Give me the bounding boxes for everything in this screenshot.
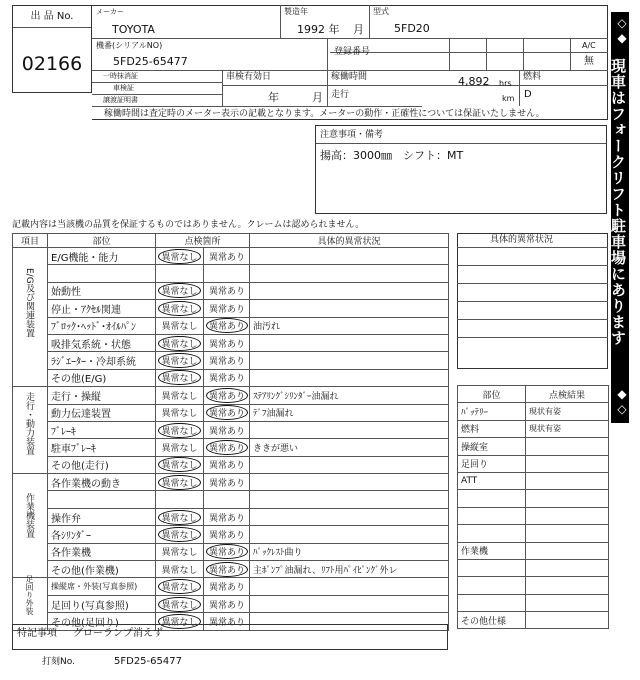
row-part: 操作弁 bbox=[48, 508, 156, 525]
results-value: 現状有姿 bbox=[526, 403, 609, 420]
results-row bbox=[458, 455, 609, 472]
row-note: ききが悪い bbox=[250, 439, 449, 456]
row-part: 足回り(写真参照) bbox=[48, 595, 156, 612]
lot-number-box bbox=[12, 5, 92, 93]
inspection-row bbox=[13, 369, 449, 386]
results-row bbox=[458, 438, 609, 455]
results-value bbox=[526, 472, 609, 489]
row-abnormal-cell bbox=[204, 456, 250, 473]
abnormal-option: 異常あり bbox=[209, 252, 246, 263]
circled-normal-mark: 異常なし bbox=[158, 457, 200, 472]
row-note bbox=[250, 526, 449, 543]
row-abnormal-cell bbox=[204, 387, 250, 404]
abnormal-option: 異常あり bbox=[209, 461, 246, 472]
special-notes-text: グローランプ消えず bbox=[73, 628, 163, 639]
inspection-row bbox=[13, 387, 449, 404]
row-normal-cell bbox=[156, 421, 204, 438]
inspection-row bbox=[13, 265, 449, 282]
results-part bbox=[458, 594, 526, 611]
circled-normal-mark: 異常なし bbox=[158, 510, 200, 525]
row-abnormal-cell bbox=[204, 491, 250, 508]
normal-option: 異常なし bbox=[161, 322, 198, 333]
row-abnormal-cell bbox=[204, 404, 250, 421]
row-abnormal-cell bbox=[204, 317, 250, 334]
fuel-value: D bbox=[524, 89, 532, 100]
row-note bbox=[250, 474, 449, 491]
inspection-row bbox=[13, 508, 449, 525]
circled-normal-mark: 異常なし bbox=[158, 283, 200, 298]
hours-label: 稼働時間 bbox=[331, 72, 368, 82]
row-normal-cell bbox=[156, 369, 204, 386]
circled-abnormal-mark: 異常あり bbox=[206, 405, 248, 420]
results-part: ﾊﾞｯﾃﾘｰ bbox=[458, 403, 526, 420]
results-value bbox=[526, 577, 609, 594]
inspection-row bbox=[13, 404, 449, 421]
circled-abnormal-mark: 異常あり bbox=[206, 544, 248, 559]
notes-text: 揚高：3000㎜ シフト：MT bbox=[320, 149, 464, 162]
model-label: 型式 bbox=[373, 7, 389, 16]
row-note bbox=[250, 369, 449, 386]
row-abnormal-cell bbox=[204, 578, 250, 595]
fuel-label: 燃料 bbox=[523, 72, 542, 82]
row-note bbox=[250, 282, 449, 299]
abnormal-option: 異常あり bbox=[209, 583, 246, 594]
row-note: 主ﾎﾟﾝﾌﾟ油漏れ、ﾘﾌﾄ用ﾊﾟｲﾋﾟﾝｸﾞ外レ bbox=[250, 561, 449, 578]
results-value bbox=[526, 490, 609, 507]
row-normal-cell bbox=[156, 317, 204, 334]
inspection-row bbox=[13, 543, 449, 560]
row-note bbox=[250, 265, 449, 282]
quality-disclaimer: 記載内容は当該機の品質を保証するものではありません。クレームは認められません。 bbox=[12, 220, 365, 230]
stamp-label: 打刻No. bbox=[42, 657, 75, 667]
results-part: ATT bbox=[458, 472, 526, 489]
results-table bbox=[457, 385, 609, 629]
results-row bbox=[458, 490, 609, 507]
results-part: 燃料 bbox=[458, 420, 526, 437]
normal-option: 異常なし bbox=[161, 409, 198, 420]
circled-normal-mark: 異常なし bbox=[158, 249, 200, 264]
row-part: 各作業機の動き bbox=[48, 474, 156, 491]
results-row bbox=[458, 403, 609, 420]
row-abnormal-cell bbox=[204, 300, 250, 317]
inspection-row bbox=[13, 561, 449, 578]
row-normal-cell bbox=[156, 334, 204, 351]
inspection-label: 車検有効日 bbox=[226, 72, 272, 82]
results-value bbox=[526, 542, 609, 559]
row-part: 動力伝達装置 bbox=[48, 404, 156, 421]
model-value: 5FD20 bbox=[394, 22, 430, 35]
abnormal-option: 異常あり bbox=[209, 478, 246, 489]
row-abnormal-cell bbox=[204, 508, 250, 525]
results-row bbox=[458, 594, 609, 611]
row-note: ﾊﾞｯｸﾚｽﾄ曲り bbox=[250, 543, 449, 560]
row-part: ﾗｼﾞｴｰﾀｰ・冷却系統 bbox=[48, 352, 156, 369]
inspection-row bbox=[13, 491, 449, 508]
hours-value: 4,892 bbox=[458, 75, 490, 88]
month-suffix: 月 bbox=[353, 23, 364, 36]
row-note bbox=[250, 421, 449, 438]
circled-abnormal-mark: 異常あり bbox=[206, 318, 248, 333]
abnormal-option: 異常あり bbox=[209, 513, 246, 524]
inspection-row bbox=[13, 474, 449, 491]
results-row bbox=[458, 525, 609, 542]
row-note: ﾃﾞﾌ油漏れ bbox=[250, 404, 449, 421]
results-value: 現状有姿 bbox=[526, 420, 609, 437]
abnormal-option: 異常あり bbox=[209, 287, 246, 298]
serial-value: 5FD25-65477 bbox=[113, 55, 188, 68]
results-row bbox=[458, 542, 609, 559]
results-header-result: 点検結果 bbox=[526, 386, 609, 403]
results-part: 足回り bbox=[458, 455, 526, 472]
results-header-row bbox=[458, 386, 609, 403]
row-note bbox=[250, 491, 449, 508]
results-value bbox=[526, 525, 609, 542]
circled-normal-mark: 異常なし bbox=[158, 579, 200, 594]
results-part: その他仕様 bbox=[458, 612, 526, 629]
normal-option: 異常なし bbox=[161, 548, 198, 559]
run-label: 走行 bbox=[331, 90, 350, 100]
header-item: 項目 bbox=[13, 234, 48, 248]
side-banner bbox=[611, 12, 629, 423]
circled-abnormal-mark: 異常あり bbox=[206, 388, 248, 403]
row-part: 吸排気系統・状態 bbox=[48, 334, 156, 351]
hours-unit: hrs bbox=[499, 79, 512, 88]
results-row bbox=[458, 577, 609, 594]
registration-label: 登録番号 bbox=[334, 47, 371, 57]
banner-diamond-top: ◇◆ bbox=[615, 16, 629, 46]
results-value bbox=[526, 594, 609, 611]
row-abnormal-cell bbox=[204, 265, 250, 282]
row-part: 駐車ﾌﾞﾚｰｷ bbox=[48, 439, 156, 456]
normal-option: 異常なし bbox=[161, 443, 198, 454]
temp-permit-label: 一時抹消証 bbox=[103, 72, 138, 80]
stamp-value: 5FD25-65477 bbox=[114, 656, 182, 667]
normal-option: 異常なし bbox=[161, 391, 198, 402]
special-notes-box bbox=[12, 624, 448, 650]
circled-normal-mark: 異常なし bbox=[158, 475, 200, 490]
results-value bbox=[526, 507, 609, 524]
row-note bbox=[250, 578, 449, 595]
abnormal-option: 異常あり bbox=[209, 530, 246, 541]
results-row bbox=[458, 420, 609, 437]
row-note bbox=[250, 352, 449, 369]
results-part bbox=[458, 507, 526, 524]
year-value: 1992 年 bbox=[297, 23, 340, 36]
inspection-row bbox=[13, 352, 449, 369]
inspection-row bbox=[13, 578, 449, 595]
row-part: 各ｼﾘﾝﾀﾞｰ bbox=[48, 526, 156, 543]
circled-normal-mark: 異常なし bbox=[158, 353, 200, 368]
category-undercarriage: 足回り外装 bbox=[25, 575, 34, 615]
row-part: 始動性 bbox=[48, 282, 156, 299]
row-normal-cell bbox=[156, 508, 204, 525]
header-part: 部位 bbox=[48, 234, 156, 248]
row-part: 走行・操縦 bbox=[48, 387, 156, 404]
row-abnormal-cell bbox=[204, 369, 250, 386]
notes-label: 注意事項・備考 bbox=[320, 130, 384, 140]
lot-number: 02166 bbox=[21, 53, 83, 75]
row-normal-cell bbox=[156, 456, 204, 473]
year-label: 製造年 bbox=[284, 7, 308, 16]
inspection-row bbox=[13, 317, 449, 334]
results-value bbox=[526, 559, 609, 576]
results-part bbox=[458, 490, 526, 507]
category-work: 作業機装置 bbox=[24, 493, 34, 538]
notes-box bbox=[315, 125, 607, 214]
normal-option: 異常なし bbox=[161, 565, 198, 576]
results-row bbox=[458, 612, 609, 629]
inspection-row bbox=[13, 300, 449, 317]
circled-normal-mark: 異常なし bbox=[158, 527, 200, 542]
inspection-month: 月 bbox=[312, 91, 323, 104]
circled-normal-mark: 異常なし bbox=[158, 301, 200, 316]
circled-abnormal-mark: 異常あり bbox=[206, 440, 248, 455]
row-part: 各作業機 bbox=[48, 543, 156, 560]
row-part: ﾌﾞﾚｰｷ bbox=[48, 421, 156, 438]
circled-normal-mark: 異常なし bbox=[158, 336, 200, 351]
abnormal-option: 異常あり bbox=[209, 304, 246, 315]
inspection-table bbox=[12, 233, 449, 631]
results-part bbox=[458, 577, 526, 594]
row-note: 油汚れ bbox=[250, 317, 449, 334]
row-part: その他(E/G) bbox=[48, 369, 156, 386]
header-check: 点検箇所 bbox=[156, 234, 250, 248]
circled-abnormal-mark: 異常あり bbox=[206, 562, 248, 577]
inspection-row bbox=[13, 595, 449, 612]
inspection-row bbox=[13, 421, 449, 438]
row-abnormal-cell bbox=[204, 282, 250, 299]
transfer-cert-label: 譲渡証明書 bbox=[103, 96, 138, 104]
row-part bbox=[48, 491, 156, 508]
row-part bbox=[48, 265, 156, 282]
circled-normal-mark: 異常なし bbox=[158, 370, 200, 385]
results-row bbox=[458, 507, 609, 524]
row-normal-cell bbox=[156, 352, 204, 369]
row-note bbox=[250, 508, 449, 525]
row-note bbox=[250, 595, 449, 612]
category-engine: E/G及び関連装置 bbox=[24, 268, 34, 338]
inspection-row bbox=[13, 248, 449, 265]
results-header-part: 部位 bbox=[458, 386, 526, 403]
inspection-row bbox=[13, 334, 449, 351]
row-normal-cell bbox=[156, 543, 204, 560]
row-abnormal-cell bbox=[204, 526, 250, 543]
results-value bbox=[526, 438, 609, 455]
row-normal-cell bbox=[156, 561, 204, 578]
row-part: その他(足回り) bbox=[48, 613, 156, 630]
results-part bbox=[458, 559, 526, 576]
row-normal-cell bbox=[156, 526, 204, 543]
row-note bbox=[250, 300, 449, 317]
row-abnormal-cell bbox=[204, 595, 250, 612]
circled-normal-mark: 異常なし bbox=[158, 614, 200, 629]
maker-value: TOYOTA bbox=[112, 23, 155, 36]
row-normal-cell bbox=[156, 474, 204, 491]
inspection-row bbox=[13, 456, 449, 473]
circled-normal-mark: 異常なし bbox=[158, 597, 200, 612]
abnormal-option: 異常あり bbox=[209, 374, 246, 385]
row-normal-cell bbox=[156, 595, 204, 612]
row-normal-cell bbox=[156, 578, 204, 595]
category-drive: 走行・動力装置 bbox=[24, 392, 34, 455]
circled-normal-mark: 異常なし bbox=[158, 423, 200, 438]
row-normal-cell bbox=[156, 300, 204, 317]
banner-diamond-bottom: ◆◇ bbox=[615, 387, 629, 417]
abnormal-option: 異常あり bbox=[209, 426, 246, 437]
row-part: E/G機能・能力 bbox=[48, 248, 156, 265]
results-part bbox=[458, 525, 526, 542]
results-part: 作業機 bbox=[458, 542, 526, 559]
row-note bbox=[250, 248, 449, 265]
row-part: ﾌﾞﾛｯｸ･ﾍｯﾄﾞ･ｵｲﾙﾊﾟﾝ bbox=[48, 317, 156, 334]
row-abnormal-cell bbox=[204, 352, 250, 369]
row-normal-cell bbox=[156, 404, 204, 421]
ac-value: 無 bbox=[584, 56, 594, 67]
row-abnormal-cell bbox=[204, 248, 250, 265]
special-notes-label: 特記事項 bbox=[17, 628, 57, 639]
banner-text: 現車はフォークリフト駐車場にあります bbox=[609, 58, 627, 346]
row-abnormal-cell bbox=[204, 439, 250, 456]
results-part: 操縦室 bbox=[458, 438, 526, 455]
ac-label: A/C bbox=[582, 41, 596, 50]
right-detail-header: 具体的異常状況 bbox=[490, 235, 554, 245]
inspection-row bbox=[13, 282, 449, 299]
row-normal-cell bbox=[156, 265, 204, 282]
row-abnormal-cell bbox=[204, 543, 250, 560]
row-part: 停止・ｱｸｾﾙ関連 bbox=[48, 300, 156, 317]
abnormal-option: 異常あり bbox=[209, 339, 246, 350]
km-unit: km bbox=[502, 94, 515, 103]
serial-label: 機番(シリアルNO) bbox=[96, 41, 163, 50]
results-value bbox=[526, 612, 609, 629]
hours-disclaimer: 稼働時間は査定時のメーター表示の記載となります。メーターの動作・正確性については保証いたしません。 bbox=[104, 109, 545, 119]
inspection-year: 年 bbox=[268, 91, 279, 104]
row-part: その他(作業機) bbox=[48, 561, 156, 578]
abnormal-option: 異常あり bbox=[209, 357, 246, 368]
row-abnormal-cell bbox=[204, 474, 250, 491]
row-note bbox=[250, 456, 449, 473]
abnormal-option: 異常あり bbox=[209, 600, 246, 611]
results-row bbox=[458, 559, 609, 576]
results-value bbox=[526, 455, 609, 472]
results-row bbox=[458, 472, 609, 489]
vehicle-cert-label: 車検証 bbox=[113, 84, 134, 92]
row-normal-cell bbox=[156, 387, 204, 404]
lot-label: 出 品 No. bbox=[30, 11, 74, 22]
row-note: ｽﾃｱﾘﾝｸﾞｼﾘﾝﾀﾞｰ油漏れ bbox=[250, 387, 449, 404]
header-detail: 具体的異常状況 bbox=[250, 234, 449, 248]
row-normal-cell bbox=[156, 282, 204, 299]
abnormal-option: 異常あり bbox=[209, 617, 246, 628]
row-normal-cell bbox=[156, 248, 204, 265]
row-part: 操縦席・外装(写真参照) bbox=[48, 578, 156, 595]
row-normal-cell bbox=[156, 491, 204, 508]
row-normal-cell bbox=[156, 439, 204, 456]
inspection-row bbox=[13, 526, 449, 543]
row-part: その他(走行) bbox=[48, 456, 156, 473]
row-note bbox=[250, 334, 449, 351]
row-abnormal-cell bbox=[204, 334, 250, 351]
row-abnormal-cell bbox=[204, 421, 250, 438]
row-abnormal-cell bbox=[204, 561, 250, 578]
inspection-header-row bbox=[13, 234, 449, 248]
maker-label: メーカー bbox=[96, 8, 124, 16]
inspection-row bbox=[13, 439, 449, 456]
